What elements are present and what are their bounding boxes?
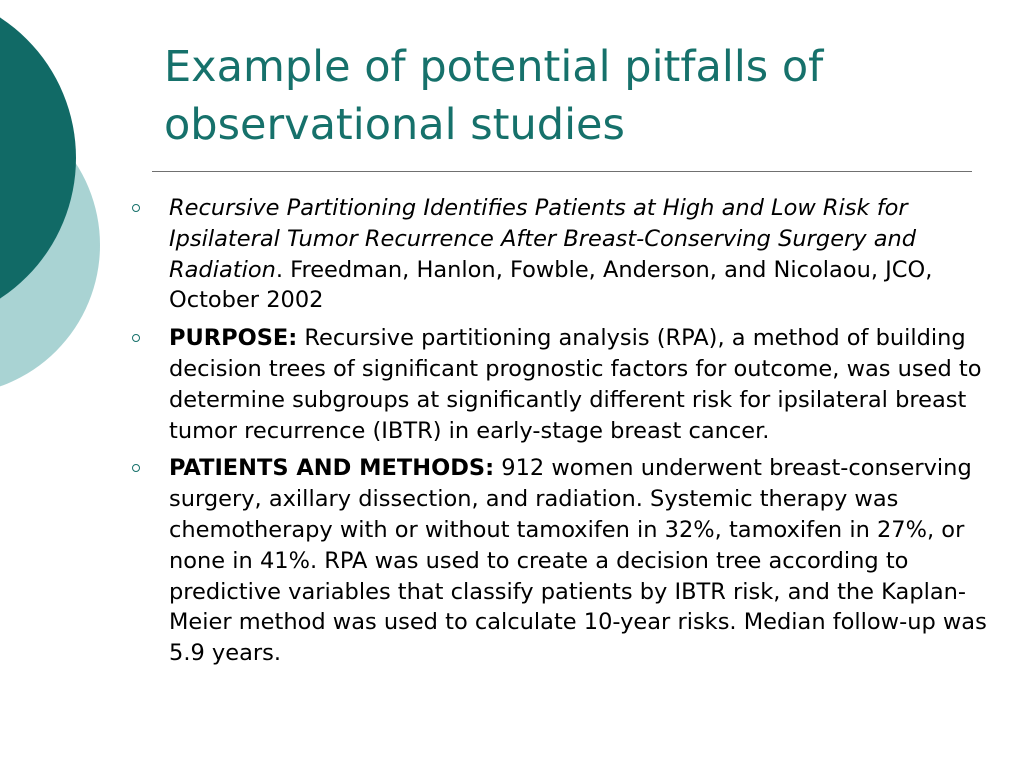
- purpose-label: PURPOSE:: [169, 325, 298, 352]
- citation-title: Recursive Partitioning Identifies Patients at High and Low Risk for Ipsilateral Tumor Recurrence After Breast-Conserving Surgery and Radiation: [169, 195, 917, 283]
- methods-label: PATIENTS AND METHODS:: [169, 455, 495, 482]
- slide-title: Example of potential pitfalls of observational studies: [164, 42, 824, 150]
- bullet-list: [128, 193, 988, 676]
- bullet-circle-icon: [132, 334, 140, 342]
- bullet-purpose: [128, 323, 988, 446]
- citation-authors: . Freedman, Hanlon, Fowble, Anderson, and Nicolaou, JCO, October 2002: [169, 256, 933, 314]
- bullet-citation: [128, 193, 988, 316]
- bullet-circle-icon: [132, 204, 140, 212]
- bullet-patients-methods: [128, 453, 988, 669]
- methods-text: 912 women underwent breast-conserving surgery, axillary dissection, and radiation. Systemic therapy was chemotherapy with or without tamoxifen in 32%, tamoxifen in 27%, or none in 41%. RPA was used to create a decision tree according to predictive variables that classify patients by IBTR risk, and the Kaplan-Meier method was used to calculate 10-year risks. Median follow-up was 5.9 years.: [169, 455, 987, 667]
- purpose-text: Recursive partitioning analysis (RPA), a method of building decision trees of significant prognostic factors for outcome, was used to determine subgroups at significantly different risk for ipsilateral breast tumor recurrence (IBTR) in early-stage breast cancer.: [169, 325, 982, 444]
- bullet-circle-icon: [132, 464, 140, 472]
- title-divider: [152, 171, 972, 172]
